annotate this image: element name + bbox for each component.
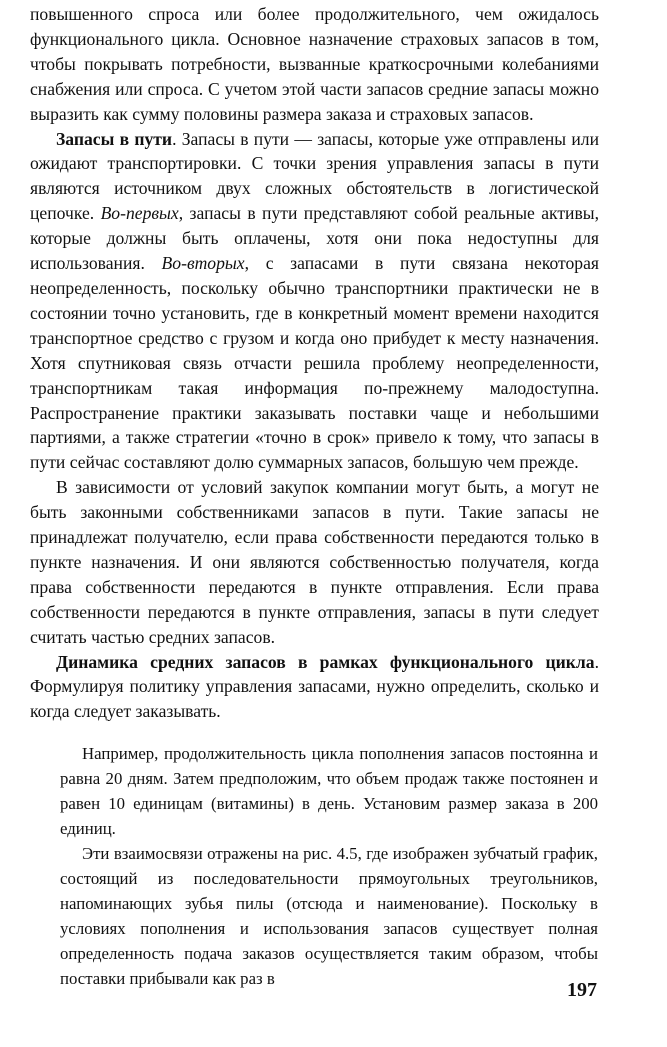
example-paragraph-1: Например, продолжительность цикла пополнения запасов постоянна и равна 20 дням. Затем предположим, что объем продаж также постоянен и равен 10 единицам (витамины) в день. Установим размер заказа в 200 единиц.	[60, 744, 598, 838]
example-block	[60, 741, 598, 991]
in-transit-text-b: , запасы в пути представляют собой реальные активы, которые должны быть оплачены, хотя они пока недоступны для использования.	[30, 203, 599, 274]
in-transit-second: Во-вторых	[161, 253, 245, 274]
heading-in-transit: Запасы в пути	[56, 128, 173, 149]
in-transit-text-c: , с запасами в пути связана некоторая неопределенность, поскольку обычно транспортники практически не в состоянии точно установить, где в конкретный момент времени находится транспортное средство с грузом и когда оно прибудет к месту назначения. Хотя спутниковая связь отчасти решила проблему неопределенности, транспортникам такая информация по-прежнему малодоступна. Распространение практики заказывать поставки чаще и небольшими партиями, а также стратегии «точно в срок» привело к тому, что запасы в пути сейчас составляют долю суммарных запасов, большую чем прежде.	[30, 253, 599, 473]
example-paragraph-2: Эти взаимосвязи отражены на рис. 4.5, где изображен зубчатый график, состоящий из последовательности прямоугольных треугольников, напоминающих зубья пилы (отсюда и наименование). Поскольку в условиях пополнения и использования запасов существует полная определенность подача заказов осуществляется таким образом, чтобы поставки прибывали как раз в	[60, 844, 598, 988]
paragraph-ownership: В зависимости от условий закупок компании могут быть, а могут не быть законными собственниками запасов в пути. Такие запасы не принадлежат получателю, если права собственности передаются только в пункте назначения. И они являются собственностью получателя, когда права собственности передаются в пункте отправления. Если права собственности передаются в пункте отправления, запасы в пути следует считать частью средних запасов.	[30, 477, 599, 647]
main-text	[30, 2, 599, 724]
dynamics-text: . Формулируя политику управления запасами, нужно определить, сколько и когда следует заказывать.	[30, 651, 599, 722]
in-transit-first: Во-первых	[100, 203, 179, 224]
paragraph-dynamics	[30, 650, 599, 725]
heading-dynamics: Динамика средних запасов в рамках функционального цикла	[56, 651, 595, 672]
page-number: 197	[567, 979, 597, 1001]
paragraph-safety-stock: повышенного спроса или более продолжительного, чем ожидалось функционального цикла. Основное назначение страховых запасов в том, чтобы покрывать потребности, вызванные краткосрочными колебаниями снабжения или спроса. С учетом этой части запасов средние запасы можно выразить как сумму половины размера заказа и страховых запасов.	[30, 4, 599, 124]
paragraph-in-transit	[30, 127, 599, 476]
in-transit-text-a: . Запасы в пути — запасы, которые уже отправлены или ожидают транспортировки. С точки зрения управления запасы в пути являются источником двух сложных обстоятельств в логистической цепочке.	[30, 128, 599, 224]
